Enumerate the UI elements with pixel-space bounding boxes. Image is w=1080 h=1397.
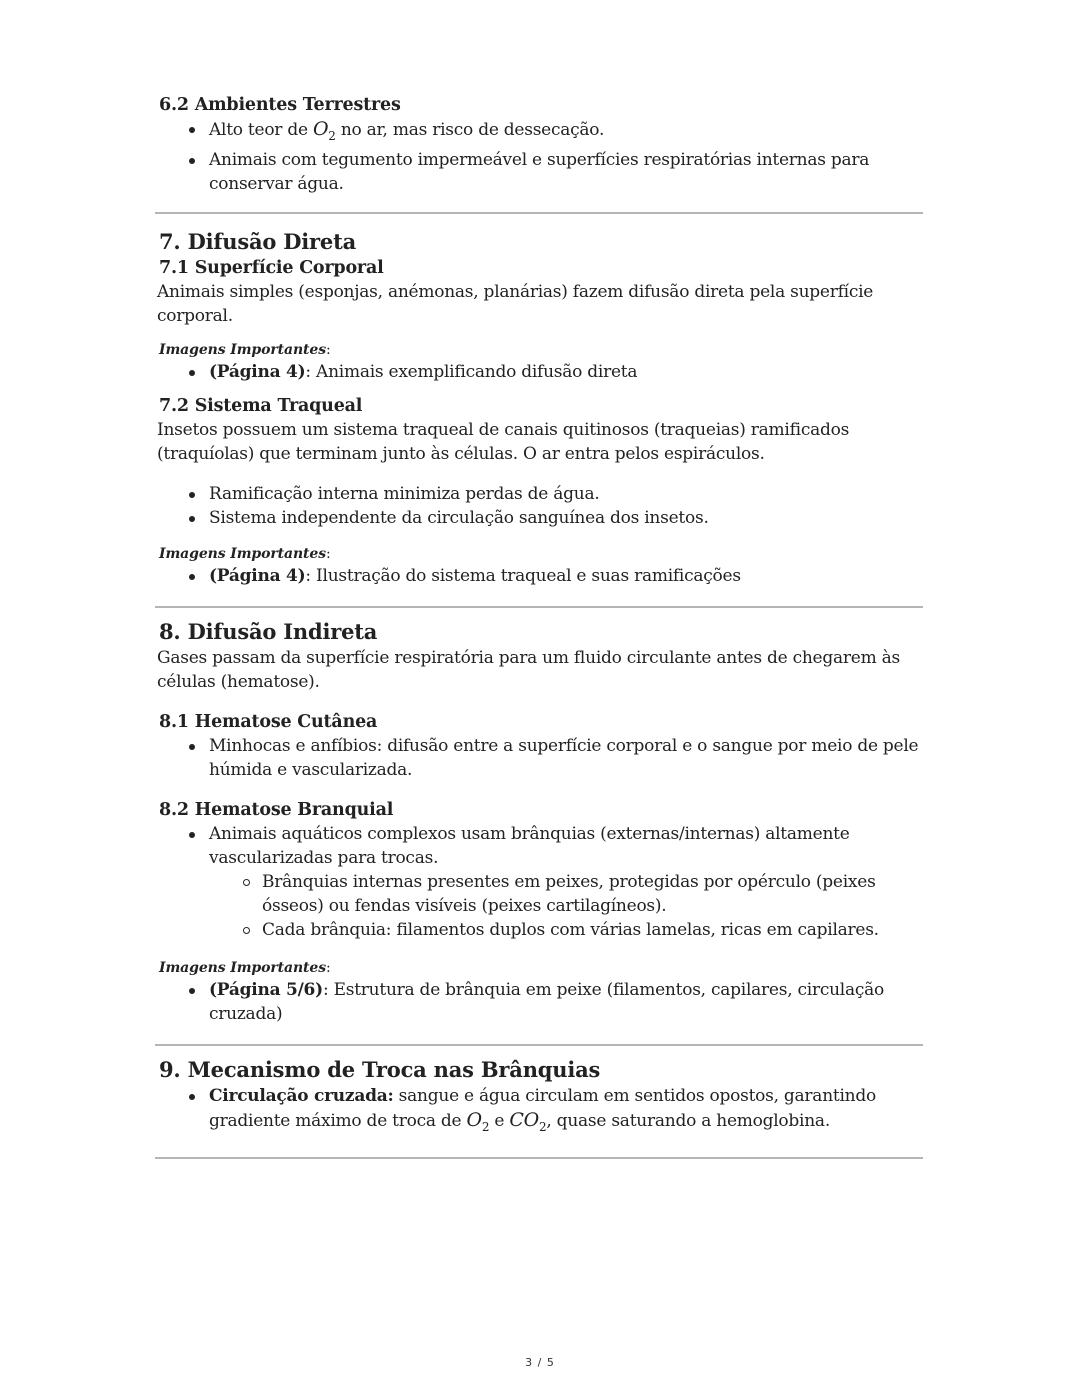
list-item: (Página 5/6): Estrutura de brânquia em peixe (filamentos, capilares, circulação cruzada) — [157, 978, 923, 1026]
list-item: Alto teor de $O_2$ no ar, mas risco de dessecação. — [157, 117, 923, 148]
section-7-2-list — [157, 482, 923, 530]
list-item: Animais com tegumento impermeável e superfícies respiratórias internas para conservar água. — [157, 148, 923, 196]
section-8-2-images-list — [157, 978, 923, 1026]
bullet-icon — [189, 574, 195, 580]
bullet-icon — [189, 370, 195, 376]
bullet-icon — [189, 492, 195, 498]
bullet-icon — [189, 1094, 195, 1100]
bullet-icon — [189, 158, 195, 164]
section-8-1-list — [157, 734, 923, 782]
section-9-heading: 9. Mecanismo de Troca nas Brânquias — [159, 1056, 601, 1082]
math-o2: $O_2$ — [312, 118, 336, 143]
bullet-icon — [189, 516, 195, 522]
nested-list-item: Brânquias internas presentes em peixes, protegidas por opérculo (peixes ósseos) ou fendas visíveis (peixes cartilagíneos). — [209, 870, 923, 918]
list-item: Minhocas e anfíbios: difusão entre a superfície corporal e o sangue por meio de pele húmida e vascularizada. — [157, 734, 923, 782]
section-7-1-body: Animais simples (esponjas, anémonas, planárias) fazem difusão direta pela superfície corporal. — [157, 281, 874, 326]
nested-list-item: Cada brânquia: filamentos duplos com várias lamelas, ricas em capilares. — [209, 918, 923, 942]
list-item: (Página 4): Animais exemplificando difusão direta — [157, 360, 923, 384]
page-indicator: 3 / 5 — [525, 1356, 555, 1369]
list-item: Ramificação interna minimiza perdas de água. — [157, 482, 923, 506]
document-page — [157, 93, 923, 1159]
section-7-2-body: Insetos possuem um sistema traqueal de canais quitinosos (traqueias) ramificados (traquíolas) que terminam junto às células. O ar entra pelos espiráculos. — [157, 419, 850, 464]
section-6-2-list — [157, 117, 923, 196]
section-8-1-heading: 8.1 Hematose Cutânea — [159, 711, 378, 732]
section-9-list — [157, 1084, 923, 1139]
section-8-2-list — [157, 822, 923, 942]
list-item: Animais aquáticos complexos usam brânquias (externas/internas) altamente vascularizadas para trocas. Brânquias internas presentes em peixes, protegidas por opérculo (peixes ósseos) ou fendas visíveis (peixes cartilagíneos). Cada brânquia: filamentos duplos com várias lamelas, ricas em capilares. — [157, 822, 923, 942]
list-item: Circulação cruzada: sangue e água circulam em sentidos opostos, garantindo gradiente máximo de troca de $O_2$ e $CO_2$, quase saturando a hemoglobina. — [157, 1084, 923, 1139]
math-co2: $CO_2$ — [509, 1108, 547, 1134]
horizontal-rule — [155, 1157, 923, 1159]
hollow-bullet-icon — [243, 879, 250, 886]
section-8-body: Gases passam da superfície respiratória para um fluido circulante antes de chegarem às células (hematose). — [157, 647, 900, 692]
bullet-icon — [189, 744, 195, 750]
section-7-1-heading: 7.1 Superfície Corporal — [159, 257, 384, 278]
section-8-2-heading: 8.2 Hematose Branquial — [159, 799, 394, 820]
section-7-2-heading: 7.2 Sistema Traqueal — [159, 395, 363, 416]
section-7-heading: 7. Difusão Direta — [159, 228, 356, 254]
bullet-icon — [189, 988, 195, 994]
section-7-2-images-list — [157, 564, 923, 588]
important-images-label: Imagens Importantes: — [159, 545, 331, 562]
hollow-bullet-icon — [243, 927, 250, 934]
bullet-icon — [189, 127, 195, 133]
section-8-heading: 8. Difusão Indireta — [159, 618, 378, 644]
math-o2: $O_2$ — [466, 1108, 490, 1134]
list-item: (Página 4): Ilustração do sistema traqueal e suas ramificações — [157, 564, 923, 588]
nested-list — [209, 870, 923, 942]
section-7-1-images-list — [157, 360, 923, 384]
important-images-label: Imagens Importantes: — [159, 959, 331, 976]
important-images-label: Imagens Importantes: — [159, 341, 331, 358]
list-item: Sistema independente da circulação sanguínea dos insetos. — [157, 506, 923, 530]
bullet-icon — [189, 832, 195, 838]
section-6-2-heading: 6.2 Ambientes Terrestres — [159, 95, 401, 115]
